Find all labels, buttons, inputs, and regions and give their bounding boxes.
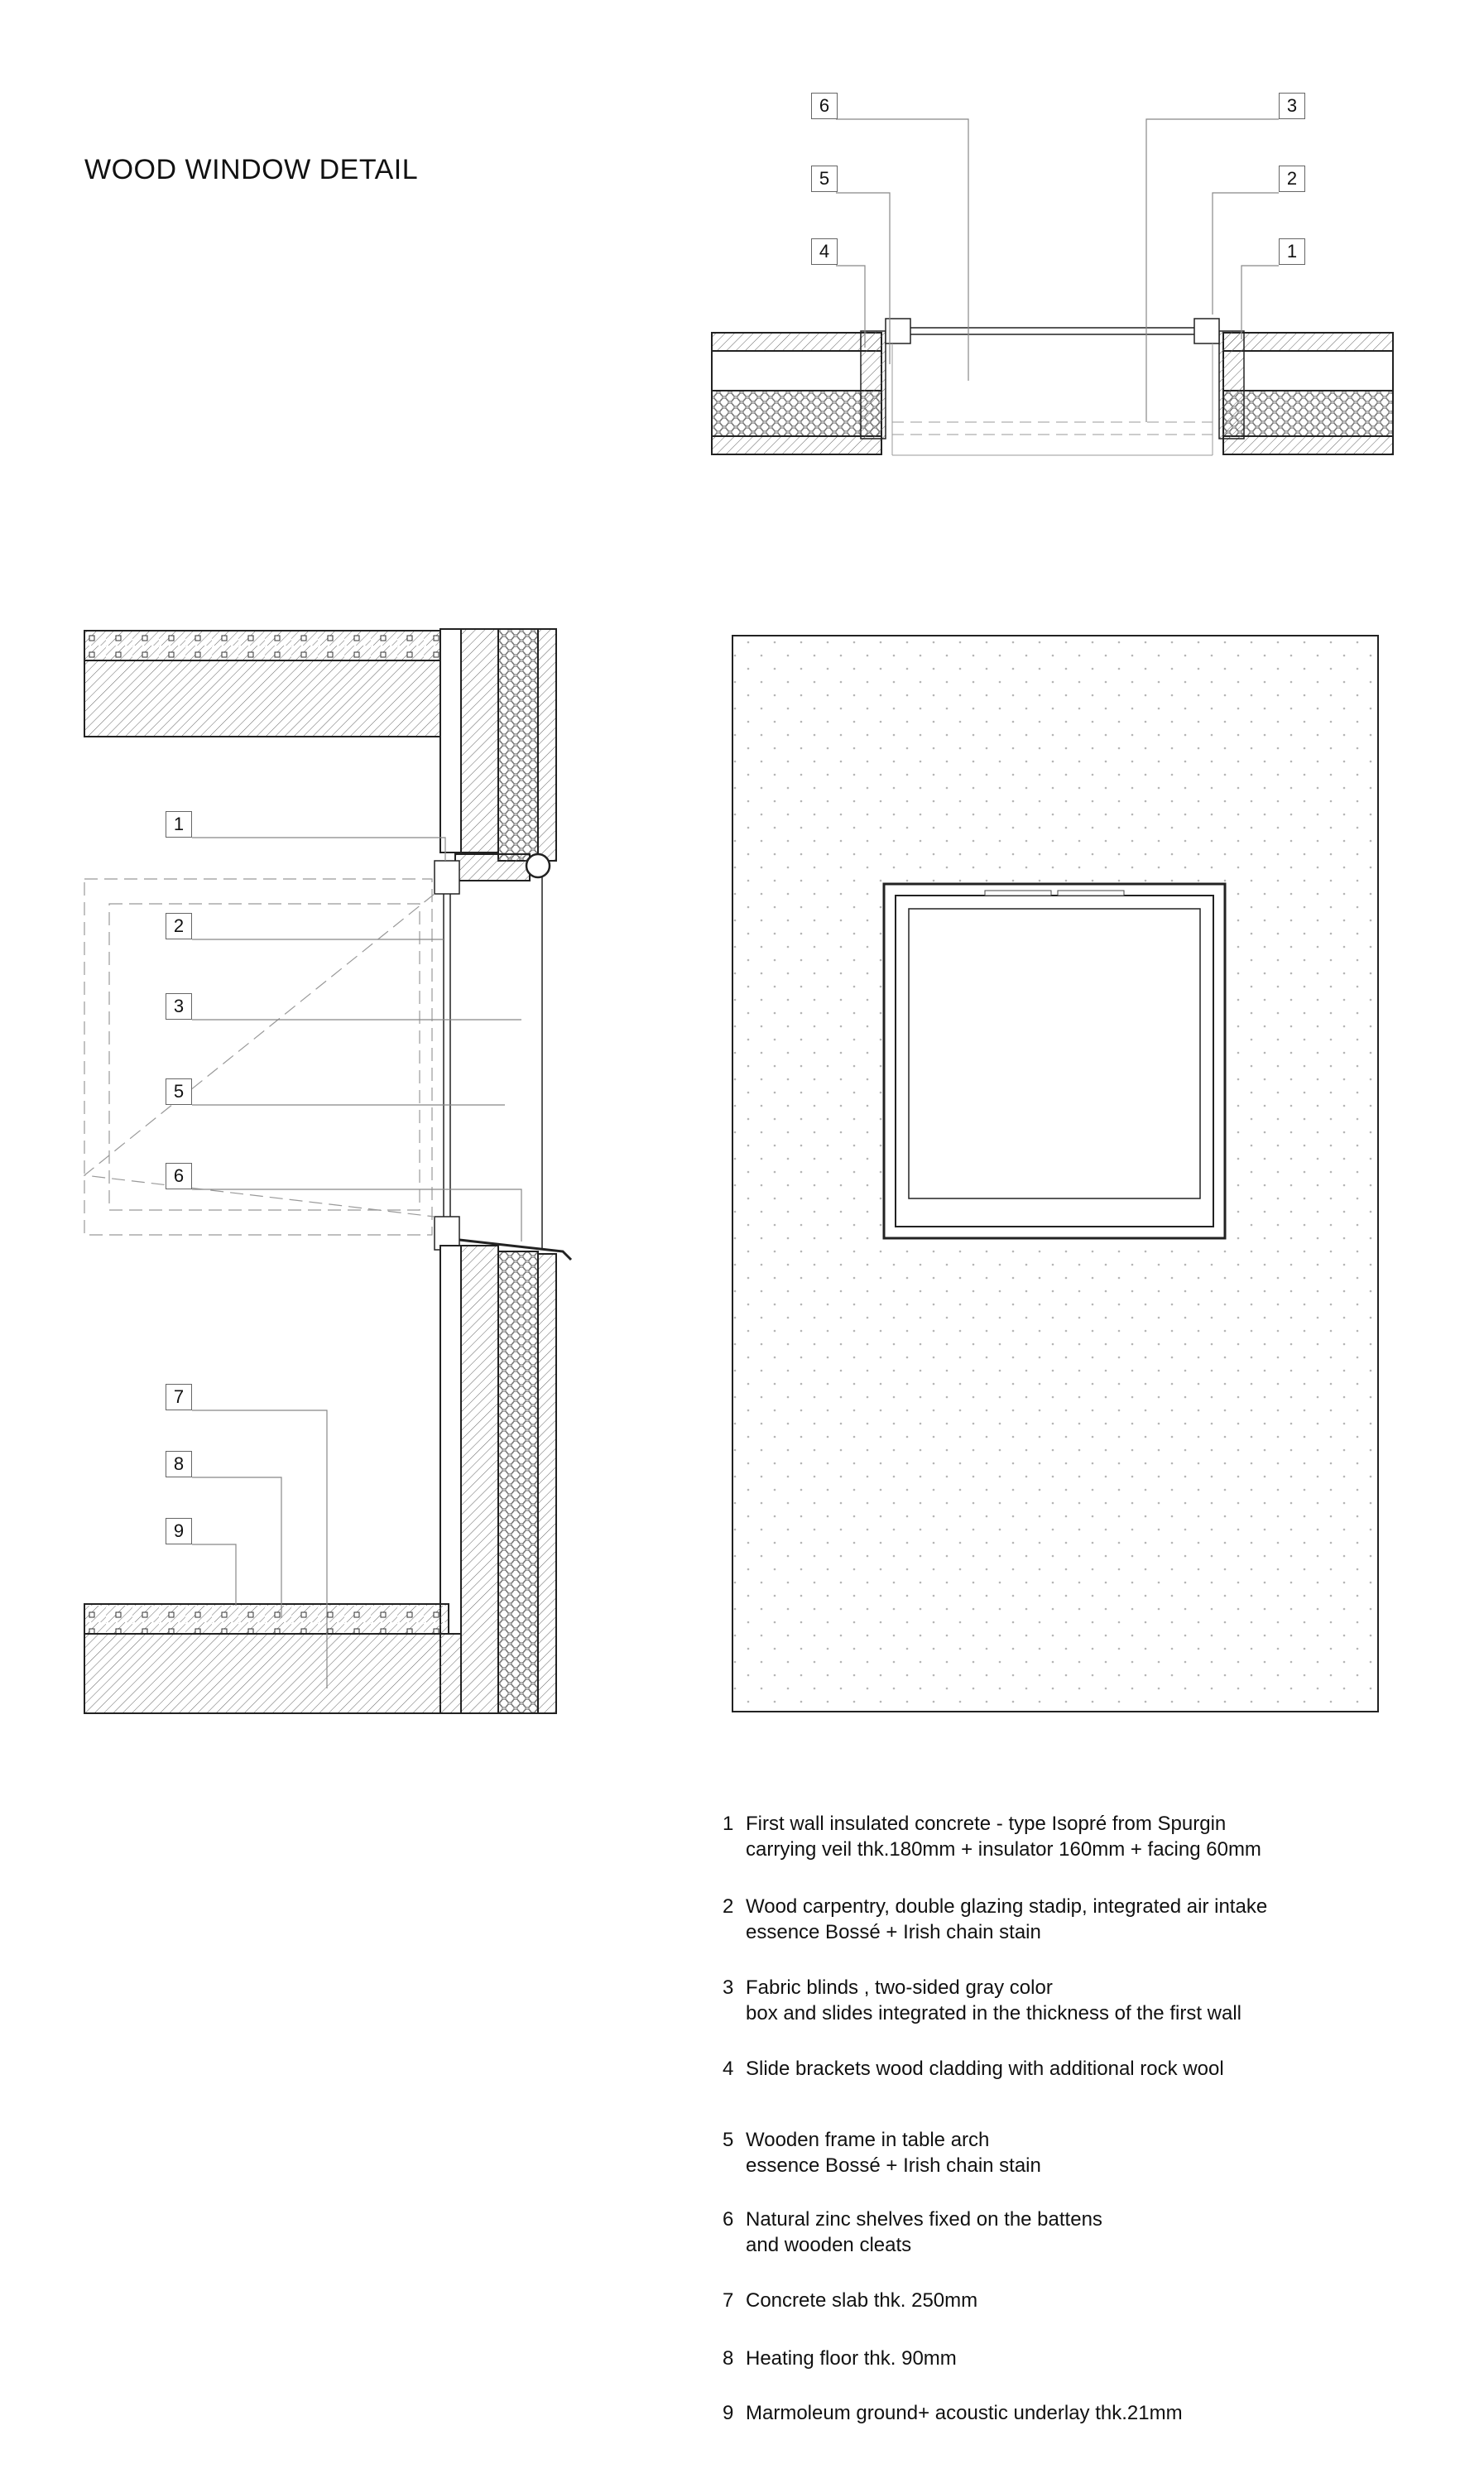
plan-left-wall-insulation xyxy=(712,391,881,436)
legend-text: Fabric blinds , two-sided gray color box and slides integrated in the thickness of the first wall xyxy=(746,1976,1241,2024)
section-blind-roll xyxy=(526,854,550,877)
section-bottom-slab xyxy=(84,1634,461,1713)
section-wall-facing-upper xyxy=(538,629,556,861)
elevation-air-intake-left xyxy=(985,891,1051,896)
section-wall-facing-lower xyxy=(538,1254,556,1713)
section-view xyxy=(84,629,571,1713)
legend-text: Wood carpentry, double glazing stadip, integrated air intake essence Bossé + Irish chain stain xyxy=(746,1895,1268,1943)
section-wall-inner-upper xyxy=(461,629,498,852)
elevation-window-glass xyxy=(909,909,1200,1198)
legend-text: Marmoleum ground+ acoustic underlay thk.21mm xyxy=(746,2402,1183,2424)
section-wall-insulation-upper xyxy=(498,629,538,861)
legend-num: 1 xyxy=(723,1813,734,1835)
section-callout-7: 7 xyxy=(166,1384,192,1410)
legend-num: 3 xyxy=(723,1976,734,1999)
plan-right-wall-core xyxy=(1223,351,1393,391)
section-top-floor-finish xyxy=(84,631,449,660)
legend-text: Wooden frame in table arch essence Bossé + Irish chain stain xyxy=(746,2129,1041,2177)
section-callout-8: 8 xyxy=(166,1451,192,1477)
legend-num: 2 xyxy=(723,1895,734,1918)
section-callout-9: 9 xyxy=(166,1518,192,1544)
plan-callout-1: 1 xyxy=(1279,238,1305,265)
legend-text: First wall insulated concrete - type Isopré from Spurgin carrying veil thk.180mm + insulator 160mm + facing 60mm xyxy=(746,1813,1261,1861)
section-swing-arc xyxy=(84,894,435,1217)
legend-text: Slide brackets wood cladding with additional rock wool xyxy=(746,2058,1224,2080)
section-callout-3: 3 xyxy=(166,993,192,1020)
plan-right-wall-insulation xyxy=(1223,391,1393,436)
section-callout-1: 1 xyxy=(166,811,192,838)
legend-num: 8 xyxy=(723,2347,734,2370)
plan-right-jamb xyxy=(1219,331,1244,439)
plan-callout-6: 6 xyxy=(811,93,838,119)
legend-text: Concrete slab thk. 250mm xyxy=(746,2289,978,2312)
section-window-head xyxy=(435,861,459,894)
plan-left-wall-core xyxy=(712,351,881,391)
legend-num: 5 xyxy=(723,2129,734,2151)
plan-callout-5: 5 xyxy=(811,166,838,192)
section-wall-insulation-lower xyxy=(498,1251,538,1713)
drawing-title: WOOD WINDOW DETAIL xyxy=(84,154,419,185)
plan-right-wall-inner xyxy=(1223,436,1393,454)
legend-text: Natural zinc shelves fixed on the battens and wooden cleats xyxy=(746,2208,1102,2256)
section-leader-8 xyxy=(192,1477,281,1618)
section-leader-1 xyxy=(192,838,445,861)
plan-leader-1 xyxy=(1241,266,1279,339)
plan-leader-2 xyxy=(1213,193,1279,315)
elevation-view xyxy=(732,636,1378,1712)
section-leader-6 xyxy=(192,1189,521,1242)
section-blind-box xyxy=(455,854,530,881)
legend-text: Heating floor thk. 90mm xyxy=(746,2347,957,2370)
plan-window-frame-right xyxy=(1194,319,1219,343)
section-opening-dashed-inner xyxy=(109,904,420,1210)
legend-num: 7 xyxy=(723,2289,734,2312)
section-callout-2: 2 xyxy=(166,913,192,939)
section-leader-9 xyxy=(192,1544,236,1606)
plan-callout-3: 3 xyxy=(1279,93,1305,119)
plan-right-wall-facing xyxy=(1223,333,1393,351)
section-callout-5: 5 xyxy=(166,1078,192,1105)
section-callout-6: 6 xyxy=(166,1163,192,1189)
legend-num: 6 xyxy=(723,2208,734,2231)
plan-left-wall-facing xyxy=(712,333,881,351)
legend-num: 4 xyxy=(723,2058,734,2080)
section-wall-inner-lower xyxy=(461,1246,498,1713)
elevation-air-intake-right xyxy=(1058,891,1124,896)
section-bottom-floor-finish xyxy=(84,1604,449,1634)
legend-num: 9 xyxy=(723,2402,734,2424)
section-top-slab xyxy=(84,660,461,737)
plan-callout-2: 2 xyxy=(1279,166,1305,192)
plan-left-wall-inner xyxy=(712,436,881,454)
plan-callout-4: 4 xyxy=(811,238,838,265)
section-wall-core-upper xyxy=(440,629,461,852)
